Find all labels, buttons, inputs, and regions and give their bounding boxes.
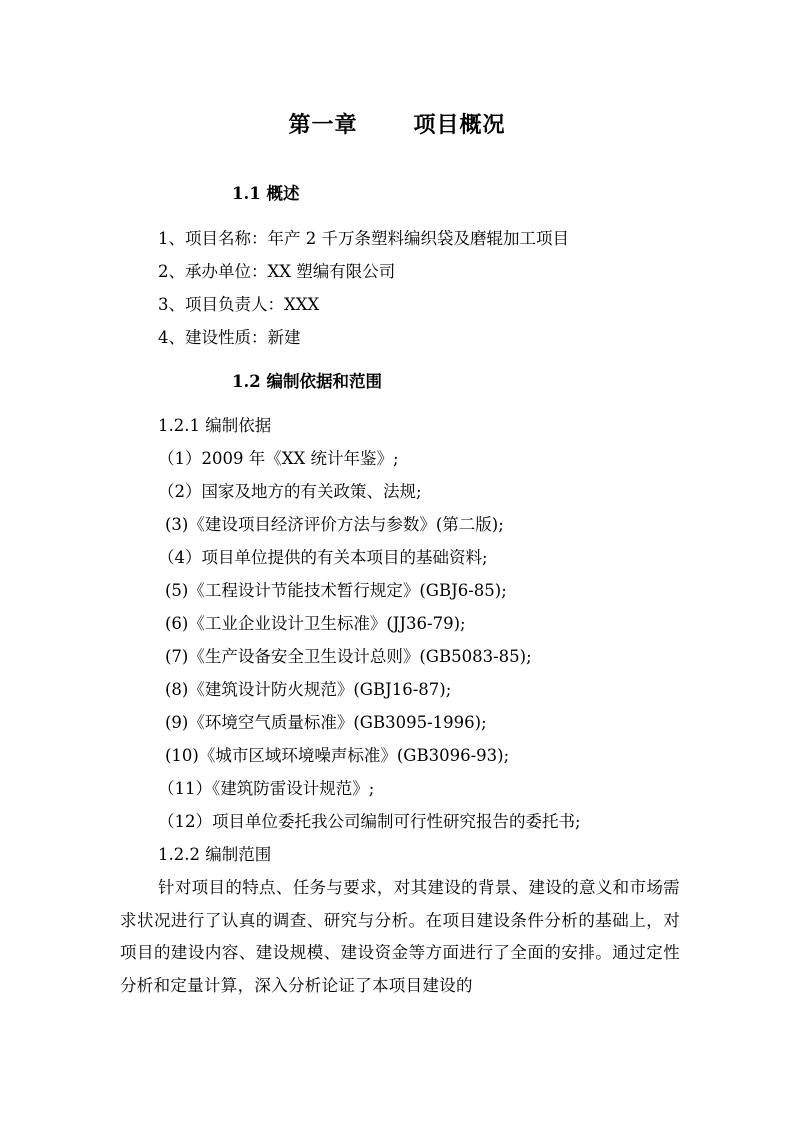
basis-item: (6)《工业企业设计卫生标准》(JJ36-79);	[165, 614, 466, 633]
overview-item-project-name: 1、项目名称：年产 2 千万条塑料编织袋及磨辊加工项目	[158, 229, 569, 248]
chapter-name: 项目概况	[413, 112, 506, 138]
basis-item: (3)《建设项目经济评价方法与参数》(第二版);	[165, 515, 504, 534]
basis-item: (5)《工程设计节能技术暂行规定》(GBJ6-85);	[165, 581, 507, 600]
chapter-title	[0, 108, 794, 139]
basis-item: （1）2009 年《XX 统计年鉴》;	[158, 449, 399, 468]
basis-item: (8)《建筑设计防火规范》(GBJ16-87);	[165, 680, 452, 699]
basis-item: (7)《生产设备安全卫生设计总则》(GB5083-85);	[165, 647, 532, 666]
overview-item-project-leader: 3、项目负责人：XXX	[158, 295, 320, 314]
overview-item-construction-type: 4、建设性质：新建	[158, 328, 301, 347]
basis-item: (10)《城市区域环境噪声标准》(GB3096-93);	[165, 746, 510, 765]
section-heading-overview: 1.1 概述	[232, 184, 300, 203]
chapter-number: 第一章	[288, 112, 358, 138]
basis-item: （2）国家及地方的有关政策、法规;	[158, 482, 422, 501]
basis-item: (9)《环境空气质量标准》(GB3095-1996);	[165, 713, 487, 732]
basis-item: （4）项目单位提供的有关本项目的基础资料;	[158, 548, 488, 567]
basis-item: （11）《建筑防雷设计规范》;	[158, 779, 375, 798]
subsection-heading-basis: 1.2.1 编制依据	[158, 416, 272, 435]
overview-item-organizer: 2、承办单位：XX 塑编有限公司	[158, 262, 396, 281]
basis-item: （12）项目单位委托我公司编制可行性研究报告的委托书;	[158, 812, 581, 831]
subsection-heading-scope: 1.2.2 编制范围	[158, 845, 272, 864]
scope-paragraph: 针对项目的特点、任务与要求，对其建设的背景、建设的意义和市场需求状况进行了认真的调查、研究与分析。在项目建设条件分析的基础上，对项目的建设内容、建设规模、建设资金等方面进行了全面的安排。通过定性分析和定量计算，深入分析论证了本项目建设的	[120, 878, 680, 995]
section-heading-basis-scope: 1.2 编制依据和范围	[232, 372, 382, 391]
